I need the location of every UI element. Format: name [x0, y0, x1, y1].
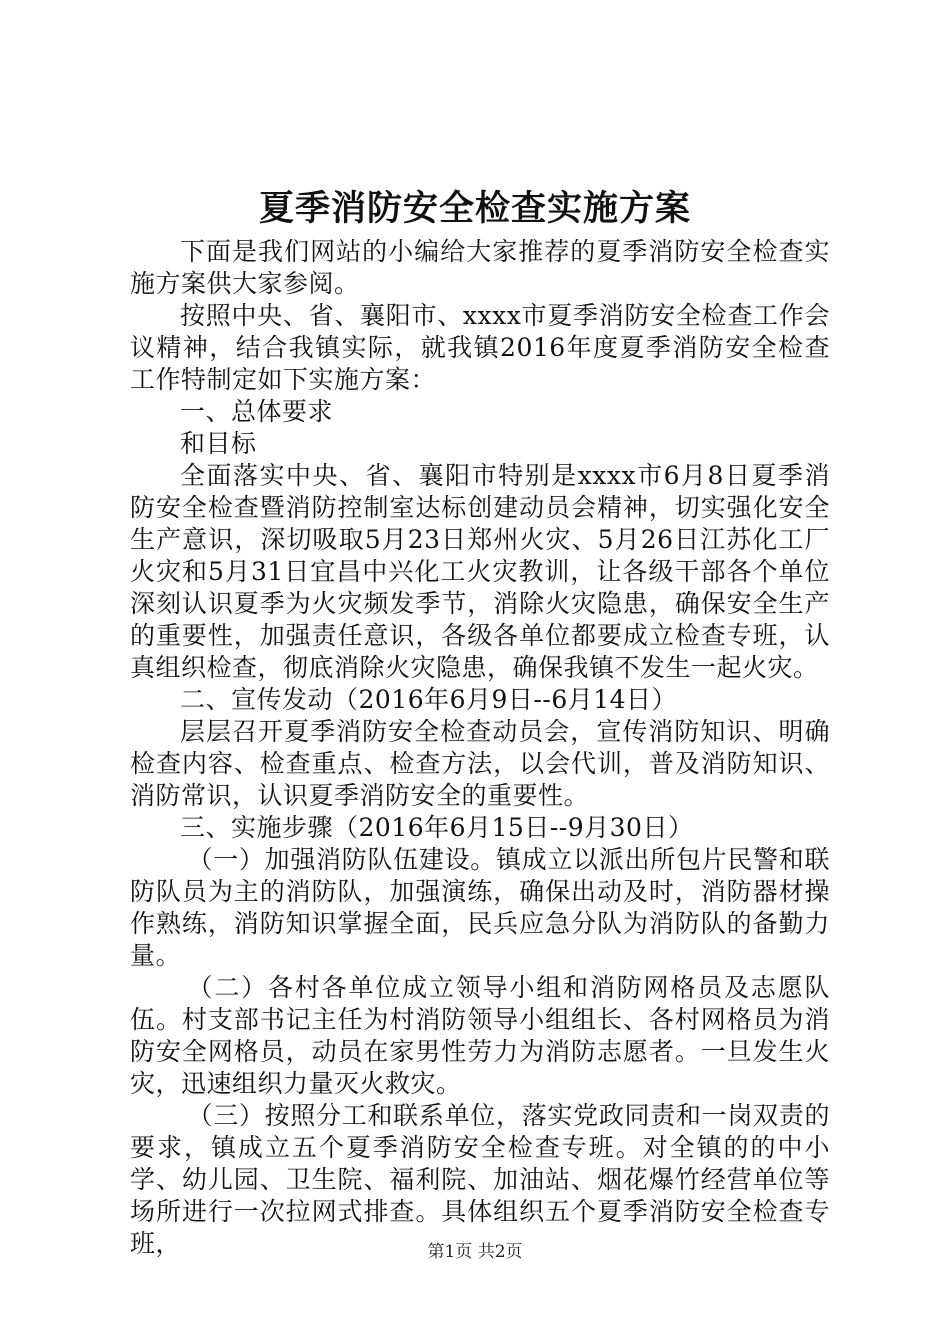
section-heading-3: 三、实施步骤（2016年6月15日--9月30日） — [180, 813, 694, 842]
paragraph-step-2: （二）各村各单位成立领导小组和消防网格员及志愿队伍。村支部书记主任为村消防领导小组组长、各村网格员为消防安全网格员，动员在家男性劳力为消防志愿者。一旦发生火灾，迅速组织力量灭火救灾。 — [130, 973, 830, 1098]
paragraph-step-3: （三）按照分工和联系单位，落实党政同责和一岗双责的要求，镇成立五个夏季消防安全检查专班。对全镇的的中小学、幼儿园、卫生院、福利院、加油站、烟花爆竹经营单位等场所进行一次拉网式排查。具体组织五个夏季消防安全检查专班， — [130, 1101, 830, 1258]
paragraph-basis: 按照中央、省、襄阳市、xxxx市夏季消防安全检查工作会议精神，结合我镇实际，就我镇2016年度夏季消防安全检查工作特制定如下实施方案： — [130, 301, 830, 394]
document-body — [130, 236, 830, 1260]
document-title: 夏季消防安全检查实施方案 — [258, 188, 691, 229]
paragraph-goals: 全面落实中央、省、襄阳市特别是xxxx市6月8日夏季消防安全检查暨消防控制室达标创建动员会精神，切实强化安全生产意识，深切吸取5月23日郑州火灾、5月26日江苏化工厂火灾和5月31日宜昌中兴化工火灾教训，让各级干部各个单位深刻认识夏季为火灾频发季节，消除火灾隐患，确保安全生产的重要性，加强责任意识，各级各单位都要成立检查专班，认真组织检查，彻底消除火灾隐患，确保我镇不发生一起火灾。 — [130, 461, 830, 682]
page-footer: 第1页 共2页 — [427, 1242, 523, 1262]
section-heading-1-cont: 和目标 — [180, 429, 257, 458]
section-heading-2: 二、宣传发动（2016年6月9日--6月14日） — [180, 685, 678, 714]
paragraph-publicity: 层层召开夏季消防安全检查动员会，宣传消防知识、明确检查内容、检查重点、检查方法，以会代训，普及消防知识、消防常识，认识夏季消防安全的重要性。 — [130, 717, 830, 810]
paragraph-step-1: （一）加强消防队伍建设。镇成立以派出所包片民警和联防队员为主的消防队，加强演练，确保出动及时，消防器材操作熟练，消防知识掌握全面，民兵应急分队为消防队的备勤力量。 — [130, 845, 830, 970]
paragraph-intro: 下面是我们网站的小编给大家推荐的夏季消防安全检查实施方案供大家参阅。 — [130, 237, 830, 298]
section-heading-1: 一、总体要求 — [180, 397, 334, 426]
